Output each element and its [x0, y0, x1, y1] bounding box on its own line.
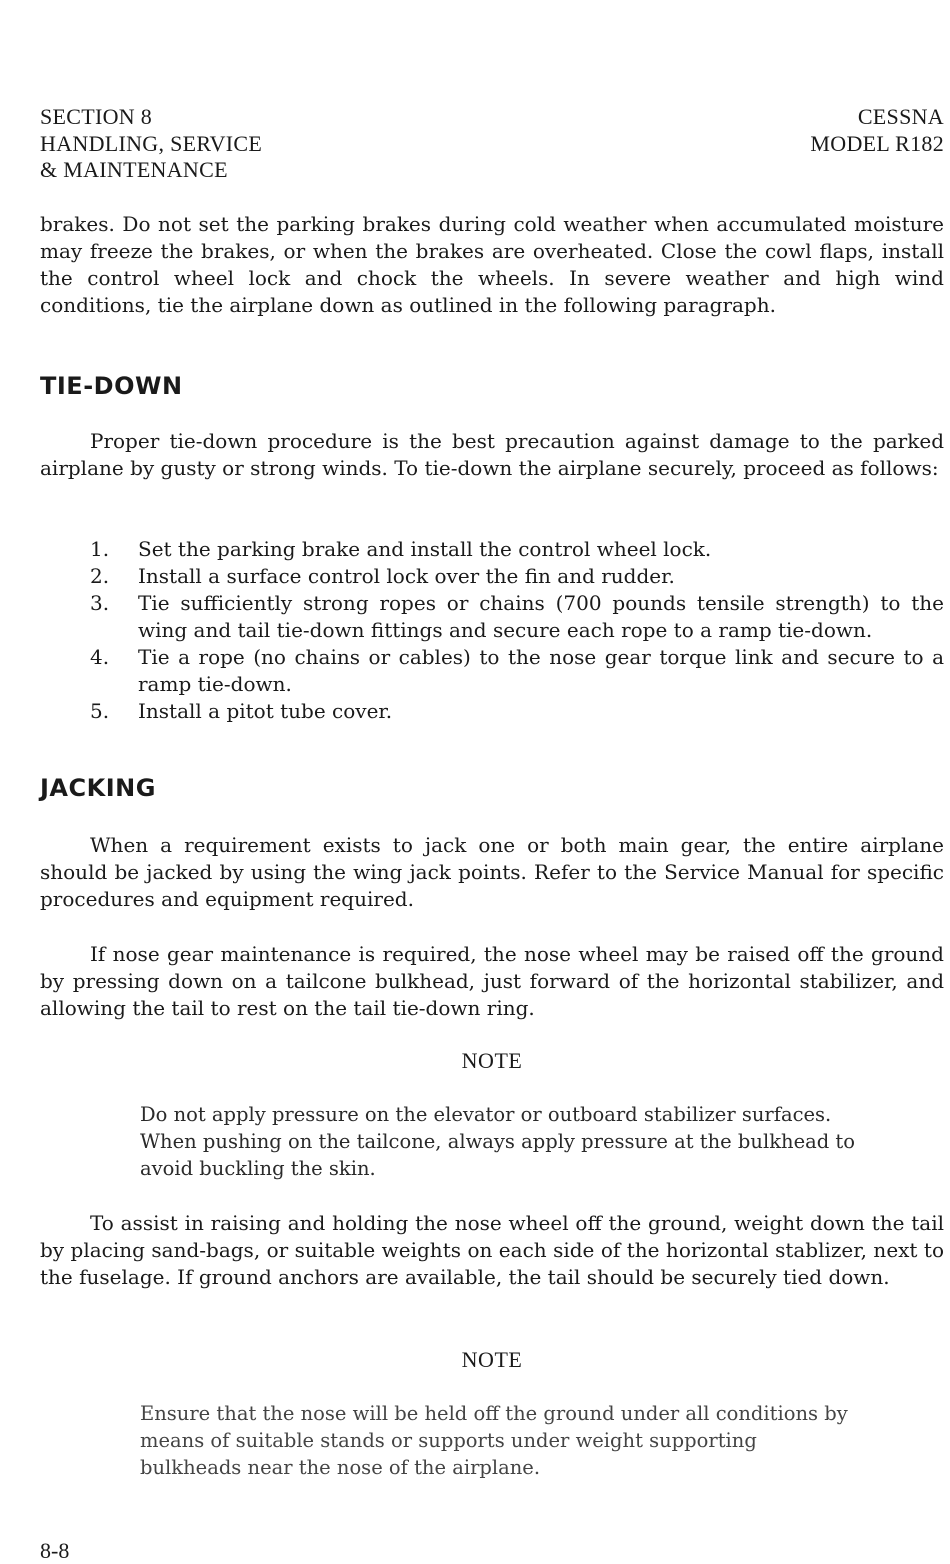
- intro-paragraph: brakes. Do not set the parking brakes during cold weather when accumulated moisture may freeze the brakes, or when the brakes are overheated. Close the cowl flaps, install the control wheel lock and chock the wheels. In severe weather and high wind conditions, tie the airplane down as outlined in the following paragraph.: [40, 212, 944, 317]
- step-text: Tie a rope (no chains or cables) to the nose gear torque link and secure to a ramp tie-down.: [138, 645, 944, 696]
- jacking-paragraph-3: To assist in raising and holding the nose wheel off the ground, weight down the tail by placing sand-bags, or suitable weights on each side of the horizontal stablizer, next to the fuselage. If ground anchors are available, the tail should be securely tied down.: [40, 1211, 944, 1289]
- jacking-paragraph-1: When a requirement exists to jack one or both main gear, the entire airplane should be jacked by using the wing jack points. Refer to the Service Manual for specific procedures and equipment required.: [40, 833, 944, 911]
- step-number: 2.: [90, 564, 110, 588]
- manual-page: [40, 0, 944, 1564]
- jacking-paragraph3-block: [40, 1210, 944, 1291]
- step-text: Install a pitot tube cover.: [138, 699, 393, 723]
- note-body: Do not apply pressure on the elevator or outboard stabilizer surfaces. When pushing on the tailcone, always apply pressure at the bulkhead to avoid buckling the skin.: [140, 1103, 855, 1180]
- section-title-line: SECTION 8: [40, 104, 153, 129]
- step-number: 3.: [90, 591, 110, 615]
- jacking-paragraph2-block: [40, 941, 944, 1022]
- model-title-line: MODEL R182: [810, 130, 944, 156]
- note-title: NOTE: [461, 1347, 523, 1372]
- model-title: [810, 104, 944, 157]
- page-number: 8-8: [40, 1538, 70, 1563]
- step-number: 5.: [90, 699, 110, 723]
- list-item: [40, 563, 944, 590]
- step-text: Tie sufficiently strong ropes or chains (700 pounds tensile strength) to the wing and tail tie-down fittings and secure each rope to a ramp tie-down.: [138, 591, 944, 642]
- section-title-line: & MAINTENANCE: [40, 157, 228, 182]
- intro-paragraph-block: [40, 211, 944, 319]
- note-body: Ensure that the nose will be held off the ground under all conditions by means of suitable stands or supports under weight supporting bulkheads near the nose of the airplane.: [140, 1402, 848, 1479]
- step-number: 1.: [90, 537, 110, 561]
- note-title: NOTE: [461, 1048, 523, 1073]
- jacking-heading: JACKING: [40, 774, 156, 802]
- section-title: [40, 104, 262, 184]
- list-item: [40, 644, 944, 698]
- model-title-line: CESSNA: [857, 104, 944, 129]
- list-item: [40, 536, 944, 563]
- tie-down-steps-block: [40, 536, 944, 725]
- step-text: Set the parking brake and install the control wheel lock.: [138, 537, 712, 561]
- step-text: Install a surface control lock over the fin and rudder.: [138, 564, 675, 588]
- step-number: 4.: [90, 645, 110, 669]
- tie-down-paragraph-block: [40, 428, 944, 482]
- list-item: [40, 698, 944, 725]
- jacking-paragraph-2: If nose gear maintenance is required, the nose wheel may be raised off the ground by pressing down on a tailcone bulkhead, just forward of the horizontal stabilizer, and allowing the tail to rest on the tail tie-down ring.: [40, 942, 944, 1020]
- tie-down-paragraph: Proper tie-down procedure is the best precaution against damage to the parked airplane by gusty or strong winds. To tie-down the airplane securely, proceed as follows:: [40, 429, 944, 480]
- list-item: [40, 590, 944, 644]
- section-title-line: HANDLING, SERVICE: [40, 130, 263, 156]
- jacking-paragraph1-block: [40, 832, 944, 913]
- tie-down-steps: [40, 536, 944, 725]
- tie-down-heading: TIE-DOWN: [40, 372, 183, 400]
